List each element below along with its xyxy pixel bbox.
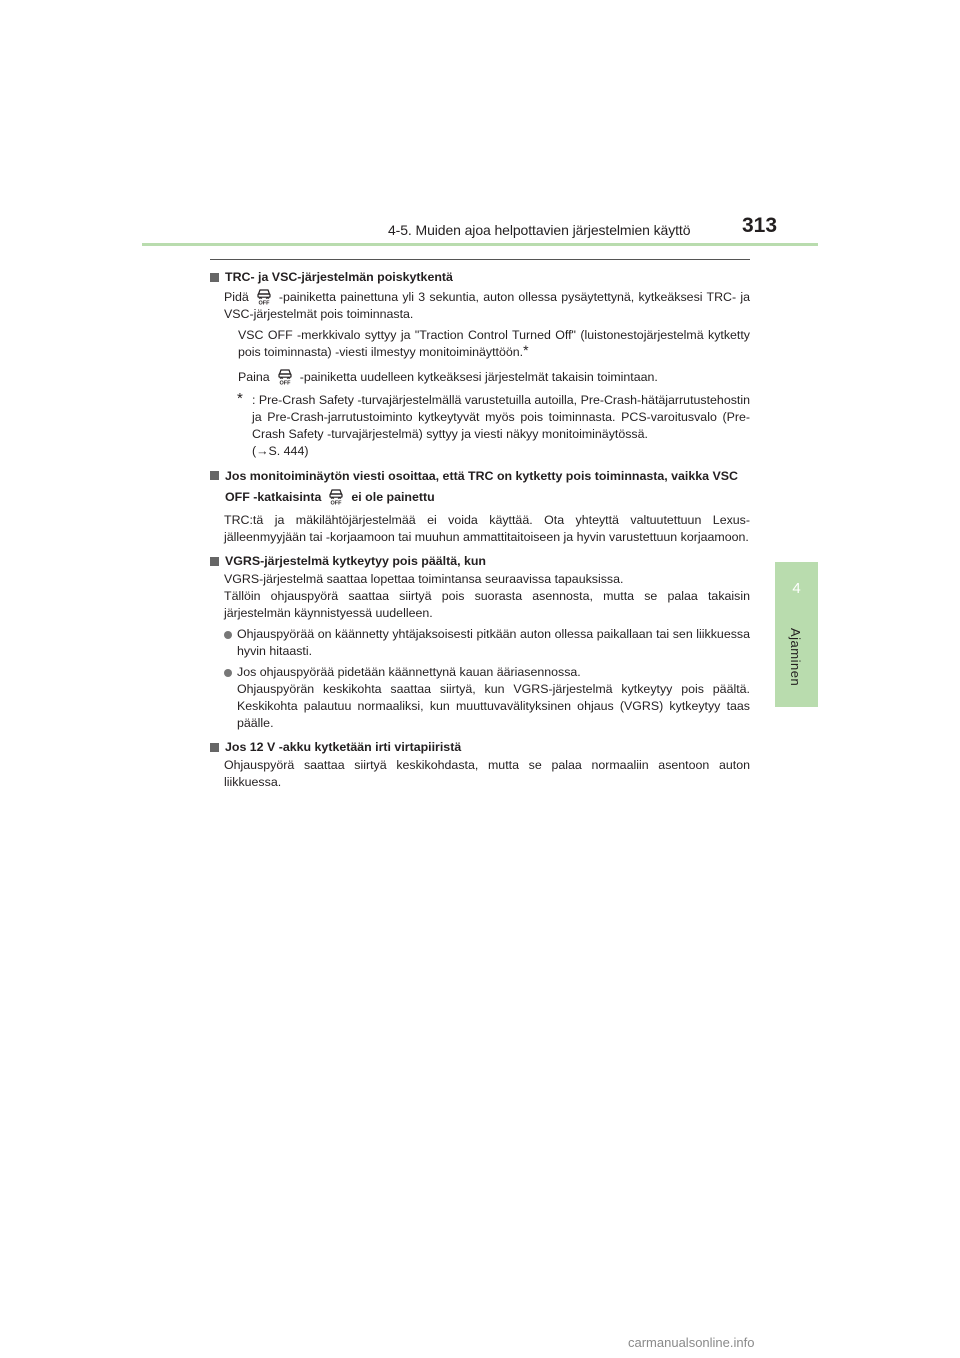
paragraph: VGRS-järjestelmä saattaa lopettaa toimintansa seuraavissa tapauksissa. — [224, 572, 624, 586]
header-title: 4-5. Muiden ajoa helpottavien järjestelmien käyttö — [388, 222, 691, 238]
paragraph: Pidä OFF -painiketta painettuna yli 3 sekuntia, auton ollessa pysäytettynä, kytkeäksesi TRC- ja VSC-järjestelmät pois toiminnasta. — [210, 287, 750, 323]
icon-off-text: OFF — [279, 380, 291, 385]
section-heading: Jos 12 V -akku kytketään irti virtapiiristä — [210, 738, 750, 757]
section-vgrs — [210, 552, 750, 732]
page-content — [210, 268, 750, 791]
footnote-star: * — [237, 390, 243, 407]
footnote-marker: * — [523, 342, 529, 358]
vsc-off-icon — [253, 287, 275, 305]
paragraph: VSC OFF -merkkivalo syttyy ja "Traction Control Turned Off" (luistonestojärjestelmä kytketty pois toiminnasta) -viesti ilmestyy monitoiminäyttöön.* — [238, 328, 750, 359]
page-number: 313 — [742, 214, 778, 237]
section-trc-vsc — [210, 268, 750, 460]
section-heading: VGRS-järjestelmä kytkeytyy pois päältä, kun — [210, 552, 750, 571]
header-rule — [142, 243, 818, 246]
square-bullet-icon — [210, 743, 219, 752]
square-bullet-icon — [210, 557, 219, 566]
bullet-dot-icon — [224, 631, 232, 639]
section-heading: TRC- ja VSC-järjestelmän poiskytkentä — [210, 268, 750, 287]
section-heading: Jos monitoiminäytön viesti osoittaa, että TRC on kytketty pois toiminnasta, vaikka VSC OFF -katkaisinta OFF ei ole painettu — [210, 466, 750, 508]
footnote-page-reference: (→S. 444) — [252, 444, 309, 458]
section-battery — [210, 738, 750, 791]
icon-off-text: OFF — [258, 300, 270, 305]
section-trc-message — [210, 466, 750, 546]
square-bullet-icon — [210, 273, 219, 282]
chapter-label: Ajaminen — [788, 628, 803, 687]
icon-off-text: OFF — [330, 500, 342, 505]
square-bullet-icon — [210, 471, 219, 480]
paragraph: Paina OFF -painiketta uudelleen kytkeäksesi järjestelmät takaisin toimintaan. — [210, 367, 750, 386]
paragraph: TRC:tä ja mäkilähtöjärjestelmää ei voida käyttää. Ota yhteyttä valtuutettuun Lexus-jälleenmyyjään tai -korjaamoon tai muuhun ammattitaitoiseen ja hyvin varustettuun korjaamoon. — [224, 513, 750, 544]
chapter-number: 4 — [792, 580, 801, 597]
footnote: * : Pre-Crash Safety -turvajärjestelmällä varustetuilla autoilla, Pre-Crash-hätäjarrutustehostin ja Pre-Crash-jarrutustoiminto kytkeytyvät myös pois toiminnasta. PCS-varoitusvalo (Pre-Crash Safety -turvajärjestelmä) syttyy ja viesti näkyy monitoiminäytössä. — [237, 390, 750, 441]
paragraph: Ohjauspyörä saattaa siirtyä keskikohdasta, mutta se palaa normaaliin asentoon auton liikkuessa. — [224, 758, 750, 789]
bullet-dot-icon — [224, 669, 232, 677]
paragraph: Tällöin ohjauspyörä saattaa siirtyä pois suorasta asennosta, mutta se palaa takaisin järjestelmän käynnistyessä uudelleen. — [224, 589, 750, 620]
list-item: Ohjauspyörää on käännetty yhtäjaksoisesti pitkään auton ollessa paikallaan tai sen liikkuessa hyvin hitaasti. — [210, 626, 750, 660]
top-rule — [210, 259, 750, 260]
vsc-off-icon — [274, 367, 296, 385]
watermark: carmanualsonline.info — [628, 1335, 755, 1350]
vsc-off-icon — [325, 487, 347, 505]
list-item: Jos ohjauspyörää pidetään käännettynä kauan ääriasennossa. Ohjauspyörän keskikohta saattaa siirtyä, kun VGRS-järjestelmä kytkeytyy pois päältä. Keskikohta palautuu normaaliksi, kun muuttuvavälityksinen ohjaus (VGRS) kytkeytyy taas päälle. — [210, 664, 750, 732]
